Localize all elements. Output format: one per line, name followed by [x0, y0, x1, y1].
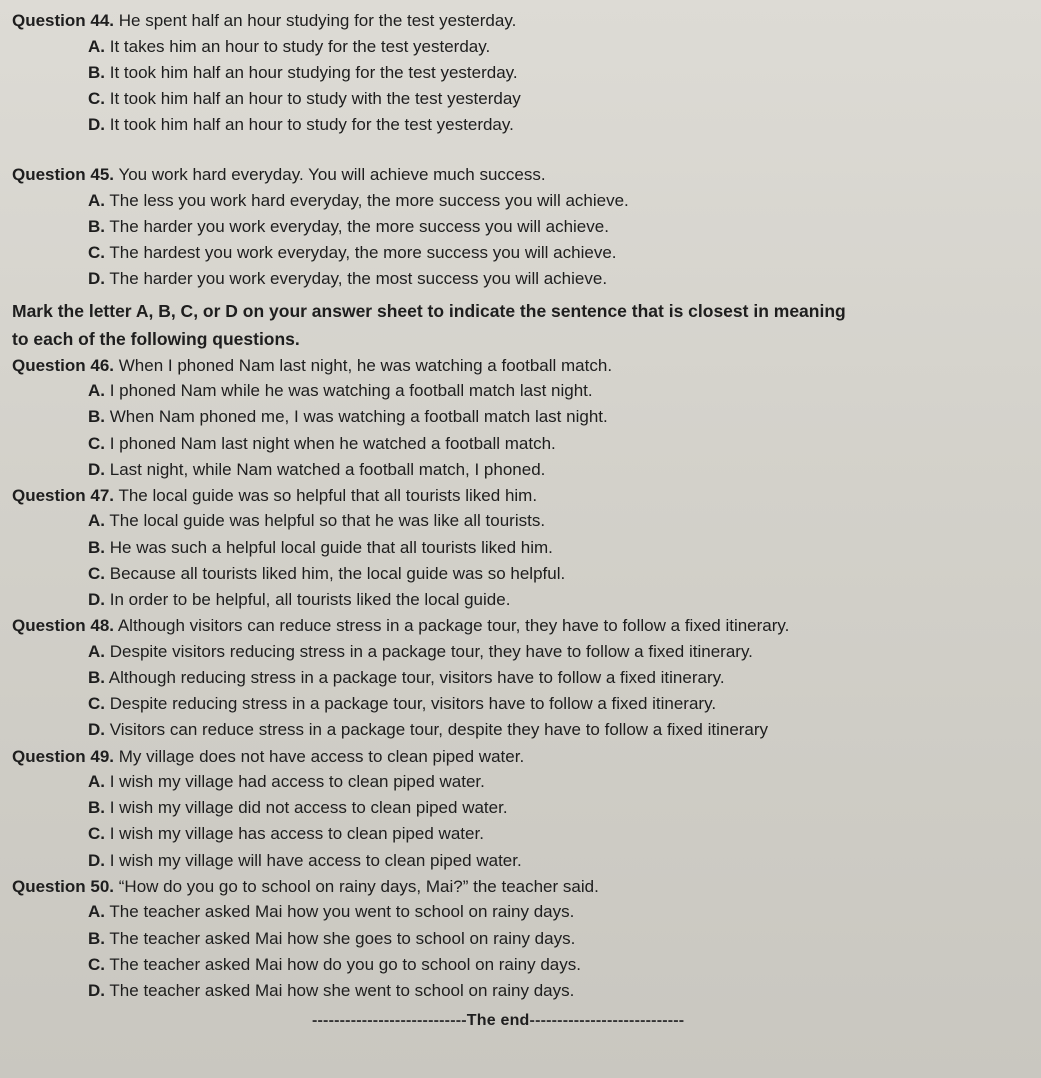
option-a[interactable]: A. The teacher asked Mai how you went to school on rainy days.: [88, 902, 575, 922]
question-label: Question 44.: [12, 11, 115, 30]
question-46: [12, 353, 1021, 483]
option-b[interactable]: B. He was such a helpful local guide that all tourists liked him.: [88, 537, 553, 557]
option-b[interactable]: B. The harder you work everyday, the more success you will achieve.: [88, 217, 609, 237]
question-label: Question 50.: [12, 876, 115, 896]
option-c[interactable]: C. It took him half an hour to study with the test yesterday: [88, 88, 521, 108]
option-a[interactable]: A. The local guide was helpful so that he was like all tourists.: [88, 511, 546, 531]
option-d[interactable]: D. The teacher asked Mai how she went to school on rainy days.: [88, 980, 575, 1000]
question-text: When I phoned Nam last night, he was watching a football match.: [118, 355, 613, 375]
question-45: [12, 162, 1021, 292]
question-50: [12, 874, 1021, 1004]
question-47: [12, 483, 1021, 613]
question-label: Question 48.: [12, 616, 115, 636]
the-end-footer: [12, 1012, 1021, 1030]
question-text: Although visitors can reduce stress in a package tour, they have to follow a fixed itinerary.: [117, 616, 790, 636]
question-text: He spent half an hour studying for the test yesterday.: [118, 11, 517, 30]
dash-rule-right: ----------------------------: [529, 1012, 685, 1030]
option-b[interactable]: B. I wish my village did not access to clean piped water.: [88, 798, 508, 818]
option-d[interactable]: D. I wish my village will have access to clean piped water.: [88, 850, 522, 870]
option-c[interactable]: C. Because all tourists liked him, the local guide was so helpful.: [88, 563, 566, 583]
option-c[interactable]: C. Despite reducing stress in a package tour, visitors have to follow a fixed itinerary.: [88, 694, 717, 714]
option-d[interactable]: D. The harder you work everyday, the most success you will achieve.: [88, 269, 608, 289]
question-label: Question 46.: [12, 355, 115, 375]
question-text: My village does not have access to clean piped water.: [118, 746, 525, 766]
the-end-text: The end: [466, 1012, 530, 1030]
section-instruction: [12, 297, 1021, 353]
option-a[interactable]: A. I phoned Nam while he was watching a football match last night.: [88, 381, 593, 401]
option-c[interactable]: C. The hardest you work everyday, the more success you will achieve.: [88, 243, 617, 263]
question-text: The local guide was so helpful that all tourists liked him.: [118, 485, 538, 505]
option-d[interactable]: D. Last night, while Nam watched a football match, I phoned.: [88, 459, 546, 479]
question-49: [12, 744, 1021, 874]
question-label: Question 49.: [12, 746, 115, 766]
option-d[interactable]: D. Visitors can reduce stress in a package tour, despite they have to follow a fixed itinerary: [88, 720, 769, 740]
question-44: [12, 8, 1021, 138]
option-b[interactable]: B. The teacher asked Mai how she goes to school on rainy days.: [88, 928, 576, 948]
option-c[interactable]: C. I phoned Nam last night when he watched a football match.: [88, 433, 556, 453]
spacer: [12, 138, 1021, 162]
question-label: Question 45.: [12, 165, 115, 185]
option-c[interactable]: C. The teacher asked Mai how do you go to school on rainy days.: [88, 954, 581, 974]
option-a[interactable]: A. Despite visitors reducing stress in a package tour, they have to follow a fixed itinerary.: [88, 641, 753, 661]
instruction-line-2: to each of the following questions.: [12, 328, 300, 349]
option-c[interactable]: C. I wish my village has access to clean piped water.: [88, 824, 484, 844]
dash-rule-left: ----------------------------: [312, 1012, 467, 1030]
option-a[interactable]: A. I wish my village had access to clean piped water.: [88, 772, 485, 792]
question-label: Question 47.: [12, 485, 115, 505]
option-d[interactable]: D. In order to be helpful, all tourists liked the local guide.: [88, 590, 511, 610]
question-text: “How do you go to school on rainy days, Mai?” the teacher said.: [118, 876, 599, 896]
question-48: [12, 613, 1021, 743]
instruction-line-1: Mark the letter A, B, C, or D on your answer sheet to indicate the sentence that is closest in meaning: [12, 300, 846, 321]
option-b[interactable]: B. When Nam phoned me, I was watching a football match last night.: [88, 407, 608, 427]
option-a[interactable]: A. The less you work hard everyday, the more success you will achieve.: [88, 190, 629, 210]
option-b[interactable]: B. It took him half an hour studying for the test yesterday.: [88, 62, 518, 82]
option-a[interactable]: A. It takes him an hour to study for the test yesterday.: [88, 36, 491, 56]
option-b[interactable]: B. Although reducing stress in a package tour, visitors have to follow a fixed itinerary.: [88, 667, 725, 687]
option-d[interactable]: D. It took him half an hour to study for the test yesterday.: [88, 115, 514, 135]
question-text: You work hard everyday. You will achieve much success.: [118, 165, 546, 185]
